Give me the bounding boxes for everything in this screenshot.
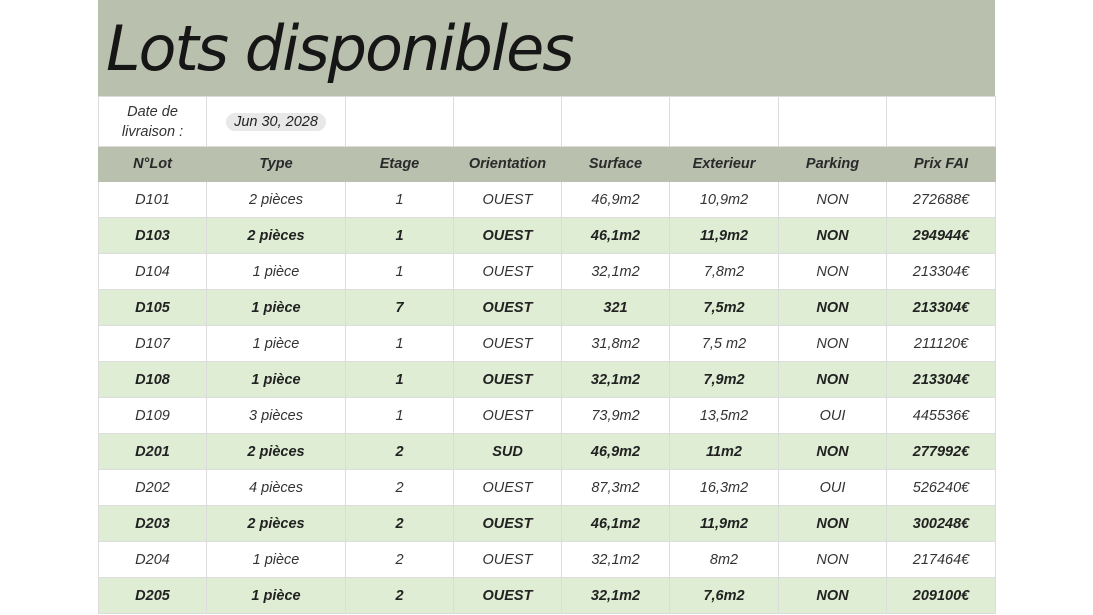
table-cell[interactable]: 2	[346, 542, 454, 578]
table-cell[interactable]: OUEST	[454, 290, 562, 326]
table-cell[interactable]: 46,9m2	[562, 434, 670, 470]
table-cell[interactable]: 2	[346, 506, 454, 542]
table-cell[interactable]: 73,9m2	[562, 398, 670, 434]
table-cell[interactable]: OUI	[779, 398, 887, 434]
table-cell[interactable]: 32,1m2	[562, 362, 670, 398]
table-cell[interactable]: D107	[99, 326, 207, 362]
table-cell[interactable]: 213304€	[887, 290, 996, 326]
table-cell[interactable]: OUEST	[454, 470, 562, 506]
table-cell[interactable]: OUEST	[454, 218, 562, 254]
page-title: Lots disponibles	[106, 12, 573, 85]
table-cell[interactable]: 1 pièce	[207, 326, 346, 362]
empty-cell[interactable]	[670, 97, 779, 147]
table-row	[99, 182, 996, 218]
table-cell[interactable]: OUEST	[454, 326, 562, 362]
column-header[interactable]: Surface	[562, 147, 670, 182]
table-cell[interactable]: 2	[346, 434, 454, 470]
table-cell[interactable]: 2	[346, 470, 454, 506]
table-cell[interactable]: NON	[779, 326, 887, 362]
table-cell[interactable]: 217464€	[887, 542, 996, 578]
table-cell[interactable]: D105	[99, 290, 207, 326]
table-cell[interactable]: D108	[99, 362, 207, 398]
table-cell[interactable]: 1	[346, 326, 454, 362]
table-row	[99, 254, 996, 290]
table-cell[interactable]: 1 pièce	[207, 542, 346, 578]
table-cell[interactable]: NON	[779, 542, 887, 578]
column-header[interactable]: Type	[207, 147, 346, 182]
table-cell[interactable]: 321	[562, 290, 670, 326]
table-cell[interactable]: NON	[779, 218, 887, 254]
table-cell[interactable]: OUEST	[454, 362, 562, 398]
table-cell[interactable]: SUD	[454, 434, 562, 470]
table-row	[99, 542, 996, 578]
table-cell[interactable]: 46,9m2	[562, 182, 670, 218]
table-cell[interactable]: 526240€	[887, 470, 996, 506]
table-cell[interactable]: 46,1m2	[562, 506, 670, 542]
delivery-label: Date de livraison :	[121, 103, 184, 140]
column-header[interactable]: Orientation	[454, 147, 562, 182]
table-cell[interactable]: 1 pièce	[207, 578, 346, 614]
empty-cell[interactable]	[887, 97, 996, 147]
table-header-row	[99, 147, 996, 182]
column-header[interactable]: Etage	[346, 147, 454, 182]
title-bar	[98, 0, 995, 96]
table-cell[interactable]: 1 pièce	[207, 254, 346, 290]
table-cell[interactable]: NON	[779, 506, 887, 542]
empty-cell[interactable]	[454, 97, 562, 147]
table-cell[interactable]: OUEST	[454, 398, 562, 434]
table-cell[interactable]: 7,5m2	[670, 290, 779, 326]
lots-table	[98, 96, 996, 614]
column-header[interactable]: Parking	[779, 147, 887, 182]
table-cell[interactable]: 277992€	[887, 434, 996, 470]
table-cell[interactable]: 31,8m2	[562, 326, 670, 362]
table-cell[interactable]: D103	[99, 218, 207, 254]
table-cell[interactable]: 8m2	[670, 542, 779, 578]
table-cell[interactable]: 16,3m2	[670, 470, 779, 506]
table-cell[interactable]: D203	[99, 506, 207, 542]
table-cell[interactable]: 4 pièces	[207, 470, 346, 506]
table-cell[interactable]: NON	[779, 182, 887, 218]
table-cell[interactable]: 272688€	[887, 182, 996, 218]
table-cell[interactable]: NON	[779, 362, 887, 398]
table-cell[interactable]: NON	[779, 578, 887, 614]
table-cell[interactable]: 7,9m2	[670, 362, 779, 398]
table-cell[interactable]: OUEST	[454, 254, 562, 290]
table-cell[interactable]: NON	[779, 434, 887, 470]
table-cell[interactable]: OUEST	[454, 542, 562, 578]
table-cell[interactable]: 1	[346, 182, 454, 218]
empty-cell[interactable]	[346, 97, 454, 147]
delivery-label-cell[interactable]	[99, 97, 207, 147]
table-row	[99, 362, 996, 398]
table-cell[interactable]: 7,6m2	[670, 578, 779, 614]
table-row	[99, 326, 996, 362]
table-cell[interactable]: 1 pièce	[207, 362, 346, 398]
table-cell[interactable]: 294944€	[887, 218, 996, 254]
table-cell[interactable]: 11m2	[670, 434, 779, 470]
table-row	[99, 434, 996, 470]
table-cell[interactable]: NON	[779, 254, 887, 290]
column-header[interactable]: N°Lot	[99, 147, 207, 182]
table-cell[interactable]: 2 pièces	[207, 218, 346, 254]
table-cell[interactable]: OUEST	[454, 506, 562, 542]
table-cell[interactable]: 213304€	[887, 362, 996, 398]
table-cell[interactable]: 7,8m2	[670, 254, 779, 290]
table-cell[interactable]: 7,5 m2	[670, 326, 779, 362]
column-header[interactable]: Exterieur	[670, 147, 779, 182]
table-cell[interactable]: 7	[346, 290, 454, 326]
table-cell[interactable]: 300248€	[887, 506, 996, 542]
delivery-date-chip[interactable]: Jun 30, 2028	[226, 113, 326, 131]
table-row	[99, 290, 996, 326]
delivery-row	[99, 97, 996, 147]
delivery-date-cell[interactable]	[207, 97, 346, 147]
table-row	[99, 218, 996, 254]
table-cell[interactable]: 2 pièces	[207, 434, 346, 470]
table-cell[interactable]: 87,3m2	[562, 470, 670, 506]
table-cell[interactable]: 1	[346, 254, 454, 290]
table-cell[interactable]: 32,1m2	[562, 578, 670, 614]
table-row	[99, 578, 996, 614]
table-cell[interactable]: OUEST	[454, 578, 562, 614]
table-cell[interactable]: 209100€	[887, 578, 996, 614]
table-cell[interactable]: 32,1m2	[562, 542, 670, 578]
table-cell[interactable]: 1	[346, 398, 454, 434]
table-row	[99, 506, 996, 542]
table-cell[interactable]: D109	[99, 398, 207, 434]
column-header[interactable]: Prix FAI	[887, 147, 996, 182]
table-cell[interactable]: 2 pièces	[207, 506, 346, 542]
table-cell[interactable]: OUI	[779, 470, 887, 506]
table-cell[interactable]: 213304€	[887, 254, 996, 290]
table-cell[interactable]: D101	[99, 182, 207, 218]
table-cell[interactable]: 11,9m2	[670, 506, 779, 542]
table-cell[interactable]: 2 pièces	[207, 182, 346, 218]
table-cell[interactable]: 13,5m2	[670, 398, 779, 434]
table-cell[interactable]: D204	[99, 542, 207, 578]
table-cell[interactable]: D104	[99, 254, 207, 290]
table-cell[interactable]: OUEST	[454, 182, 562, 218]
table-cell[interactable]: 46,1m2	[562, 218, 670, 254]
table-cell[interactable]: 445536€	[887, 398, 996, 434]
table-cell[interactable]: D202	[99, 470, 207, 506]
empty-cell[interactable]	[562, 97, 670, 147]
table-cell[interactable]: D205	[99, 578, 207, 614]
table-cell[interactable]: NON	[779, 290, 887, 326]
table-cell[interactable]: 1	[346, 362, 454, 398]
table-cell[interactable]: 1 pièce	[207, 290, 346, 326]
table-cell[interactable]: D201	[99, 434, 207, 470]
table-cell[interactable]: 32,1m2	[562, 254, 670, 290]
table-row	[99, 398, 996, 434]
spreadsheet	[98, 0, 995, 614]
table-cell[interactable]: 11,9m2	[670, 218, 779, 254]
table-cell[interactable]: 2	[346, 578, 454, 614]
table-cell[interactable]: 211120€	[887, 326, 996, 362]
table-cell[interactable]: 3 pièces	[207, 398, 346, 434]
empty-cell[interactable]	[779, 97, 887, 147]
table-row	[99, 470, 996, 506]
table-cell[interactable]: 1	[346, 218, 454, 254]
table-cell[interactable]: 10,9m2	[670, 182, 779, 218]
